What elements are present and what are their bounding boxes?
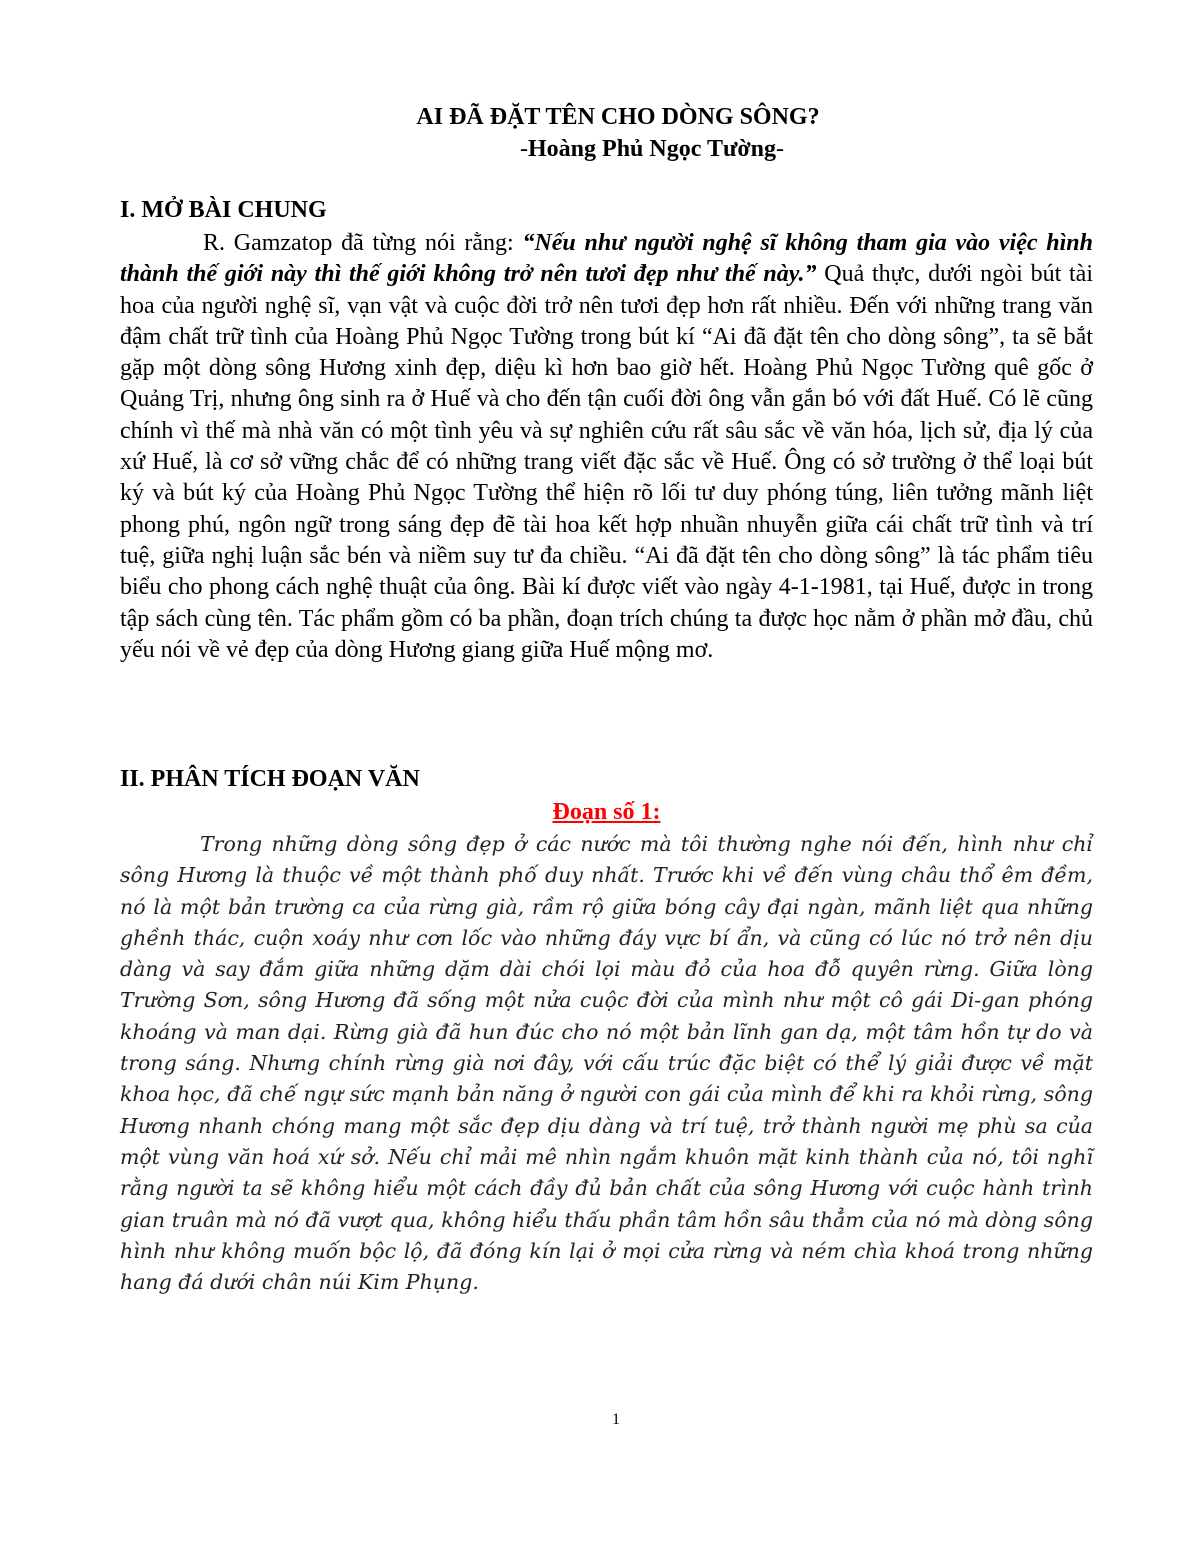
page-number: 1 bbox=[612, 1411, 620, 1428]
excerpt-sub-heading: Đoạn số 1: bbox=[552, 799, 661, 825]
document-title: AI ĐÃ ĐẶT TÊN CHO DÒNG SÔNG? bbox=[416, 104, 820, 130]
intro-lead: R. Gamzatop đã từng nói rằng: bbox=[203, 230, 523, 256]
author-dash-left: - bbox=[520, 136, 529, 162]
intro-body: Quả thực, dưới ngòi bút tài hoa của người nghệ sĩ, vạn vật và cuộc đời trở nên tươi đẹp hơn rất nhiều. Đến với những trang văn đậm chất trữ tình của Hoàng Phủ Ngọc Tường trong bút kí “Ai đã đặt tên cho dòng sông”, ta sẽ bắt gặp một dòng sông Hương xinh đẹp, diệu kì hơn bao giờ hết. Hoàng Phủ Ngọc Tường quê gốc ở Quảng Trị, nhưng ông sinh ra ở Huế và cho đến tận cuối đời ông vẫn gắn bó với đất Huế. Có lẽ cũng chính vì thế mà nhà văn có một tình yêu và sự nghiên cứu rất sâu sắc về văn hóa, lịch sử, địa lý của xứ Huế, là cơ sở vững chắc để có những trang viết đặc sắc về Huế. Ông có sở trường ở thể loại bút ký và bút ký của Hoàng Phủ Ngọc Tường thể hiện rõ lối tư duy phóng túng, liên tưởng mãnh liệt phong phú, ngôn ngữ trong sáng đẹp đẽ tài hoa kết hợp nhuần nhuyễn giữa cái chất trữ tình và trí tuệ, giữa nghị luận sắc bén và niềm suy tư đa chiều. “Ai đã đặt tên cho dòng sông” là tác phẩm tiêu biểu cho phong cách nghệ thuật của ông. Bài kí được viết vào ngày 4-1-1981, tại Huế, được in trong tập sách cùng tên. Tác phẩm gồm có ba phần, đoạn trích chúng ta được học nằm ở phần mở đầu, chủ yếu nói về vẻ đẹp của dòng Hương giang giữa Huế mộng mơ. bbox=[120, 261, 1093, 663]
intro-paragraph bbox=[120, 228, 1093, 666]
intro-quote: “Nếu như người nghệ sĩ không tham gia vào việc hình thành thế giới này thì thế giới không trở nên tươi đẹp như thế này.” bbox=[120, 230, 1093, 288]
excerpt-paragraph: Trong những dòng sông đẹp ở các nước mà tôi thường nghe nói đến, hình như chỉ sông Hương là thuộc về một thành phố duy nhất. Trước khi về đến vùng châu thổ êm đềm, nó là một bản trường ca của rừng già, rầm rộ giữa bóng cây đại ngàn, mãnh liệt qua những ghềnh thác, cuộn xoáy như cơn lốc vào những đáy vực bí ẩn, và cũng có lúc nó trở nên dịu dàng và say đắm giữa những dặm dài chói lọi màu đỏ của hoa đỗ quyên rừng. Giữa lòng Trường Sơn, sông Hương đã sống một nửa cuộc đời của mình như một cô gái Di-gan phóng khoáng và man dại. Rừng già đã hun đúc cho nó một bản lĩnh gan dạ, một tâm hồn tự do và trong sáng. Nhưng chính rừng già nơi đây, với cấu trúc đặc biệt có thể lý giải được về mặt khoa học, đã chế ngự sức mạnh bản năng ở người con gái của mình để khi ra khỏi rừng, sông Hương nhanh chóng mang một sắc đẹp dịu dàng và trí tuệ, trở thành người mẹ phù sa của một vùng văn hoá xứ sở. Nếu chỉ mải mê nhìn ngắm khuôn mặt kinh thành của nó, tôi nghĩ rằng người ta sẽ không hiểu một cách đầy đủ bản chất của sông Hương với cuộc hành trình gian truân mà nó đã vượt qua, không hiểu thấu phần tâm hồn sâu thẳm của nó mà dòng sông hình như không muốn bộc lộ, đã đóng kín lại ở mọi cửa rừng và ném chìa khoá trong những hang đá dưới chân núi Kim Phụng. bbox=[120, 832, 1093, 1295]
document-author-line bbox=[0, 133, 1200, 165]
document-author: Hoàng Phủ Ngọc Tường bbox=[528, 136, 776, 162]
author-dash-right: - bbox=[775, 136, 784, 162]
section-heading-intro: I. MỞ BÀI CHUNG bbox=[120, 197, 327, 223]
section-heading-analysis: II. PHÂN TÍCH ĐOẠN VĂN bbox=[120, 766, 420, 792]
